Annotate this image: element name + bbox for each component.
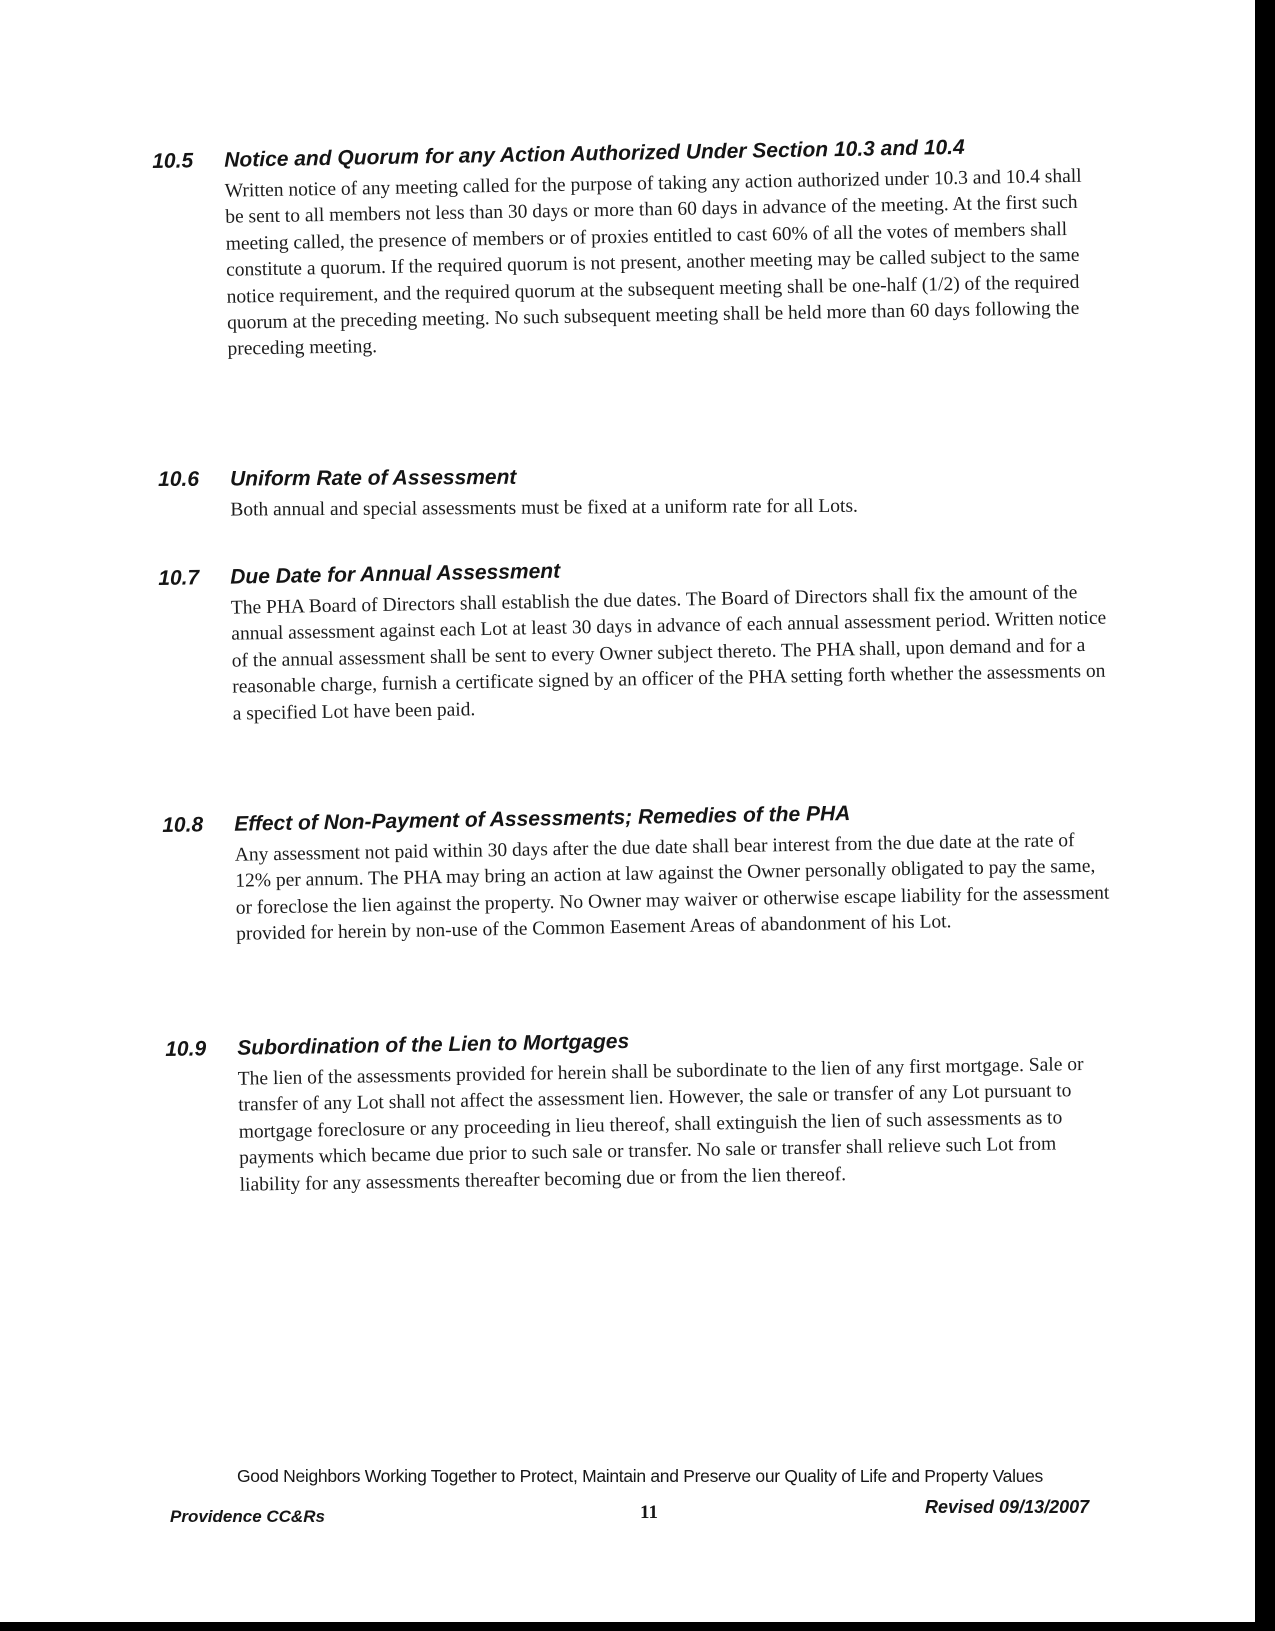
section-title: Effect of Non-Payment of Assessments; Remedies of the PHA	[234, 801, 851, 836]
section-number: 10.7	[158, 566, 200, 590]
section-10-5	[152, 129, 1116, 365]
scan-edge-bottom	[0, 1622, 1275, 1631]
scan-edge-right	[1255, 0, 1275, 1631]
section-number: 10.5	[152, 149, 194, 173]
section-number: 10.9	[165, 1037, 207, 1061]
section-body: Written notice of any meeting called for the purpose of taking any action authorized under 10.3 and 10.4 shall be sent to all members not less than 30 days or more than 60 days in advance of the meeting. At the first such meeting called, the presence of members or of proxies entitled to cast 60% of all the votes of members shall constitute a quorum. If the required quorum is not present, another meeting may be called subject to the same notice requirement, and the required quorum at the subsequent meeting shall be one-half (1/2) of the required quorum at the preceding meeting. No such subsequent meeting shall be held more than 60 days following the preceding meeting.	[224, 165, 1082, 361]
footer-revision-date: Revised 09/13/2007	[925, 1497, 1090, 1517]
section-body: The lien of the assessments provided for herein shall be subordinate to the lien of any first mortgage. Sale or transfer of any Lot shall not affect the assessment lien. However, the sale or transfer of any Lot pursuant to mortgage foreclosure or any proceeding in lieu thereof, shall extinguish the lien of such assessments as to payments which became due prior to such sale or transfer. No sale or transfer shall relieve such Lot from liability for any assessments thereafter becoming due or from the lien thereof.	[237, 1053, 1084, 1196]
section-10-6	[158, 458, 1118, 524]
section-title: Due Date for Annual Assessment	[230, 559, 561, 589]
section-10-8	[162, 793, 1124, 949]
footer-document-title: Providence CC&Rs	[170, 1507, 325, 1526]
section-body: Any assessment not paid within 30 days after the due date shall bear interest from the due date at the rate of 12% per annum. The PHA may bring an action at law against the Owner personally obligated to pay the same, or foreclose the lien against the property. No Owner may waiver or otherwise escape liability for the assessment provided for herein by non-use of the Common Easement Areas of abandonment of his Lot.	[234, 830, 1110, 945]
section-10-9	[165, 1017, 1128, 1200]
section-number: 10.6	[158, 467, 200, 491]
section-heading	[158, 458, 1118, 498]
footer-page-number: 11	[640, 1502, 658, 1523]
section-number: 10.8	[162, 813, 204, 837]
section-title: Notice and Quorum for any Action Authorized Under Section 10.3 and 10.4	[224, 135, 965, 172]
footer-tagline: Good Neighbors Working Together to Protect, Maintain and Preserve our Quality of Life and Property Values	[236, 1466, 1044, 1486]
section-title: Subordination of the Lien to Mortgages	[237, 1029, 630, 1060]
section-body: Both annual and special assessments must be fixed at a uniform rate for all Lots.	[230, 495, 858, 521]
section-title: Uniform Rate of Assessment	[230, 465, 517, 491]
section-body: The PHA Board of Directors shall establish the due dates. The Board of Directors shall fix the amount of the annual assessment against each Lot at least 30 days in advance of each annual assessment period. Written notice of the annual assessment shall be sent to every Owner subject thereto. The PHA shall, upon demand and for a reasonable charge, furnish a certificate signed by an officer of the PHA setting forth whether the assessments on a specified Lot have been paid.	[230, 582, 1107, 725]
section-10-7	[158, 545, 1121, 729]
